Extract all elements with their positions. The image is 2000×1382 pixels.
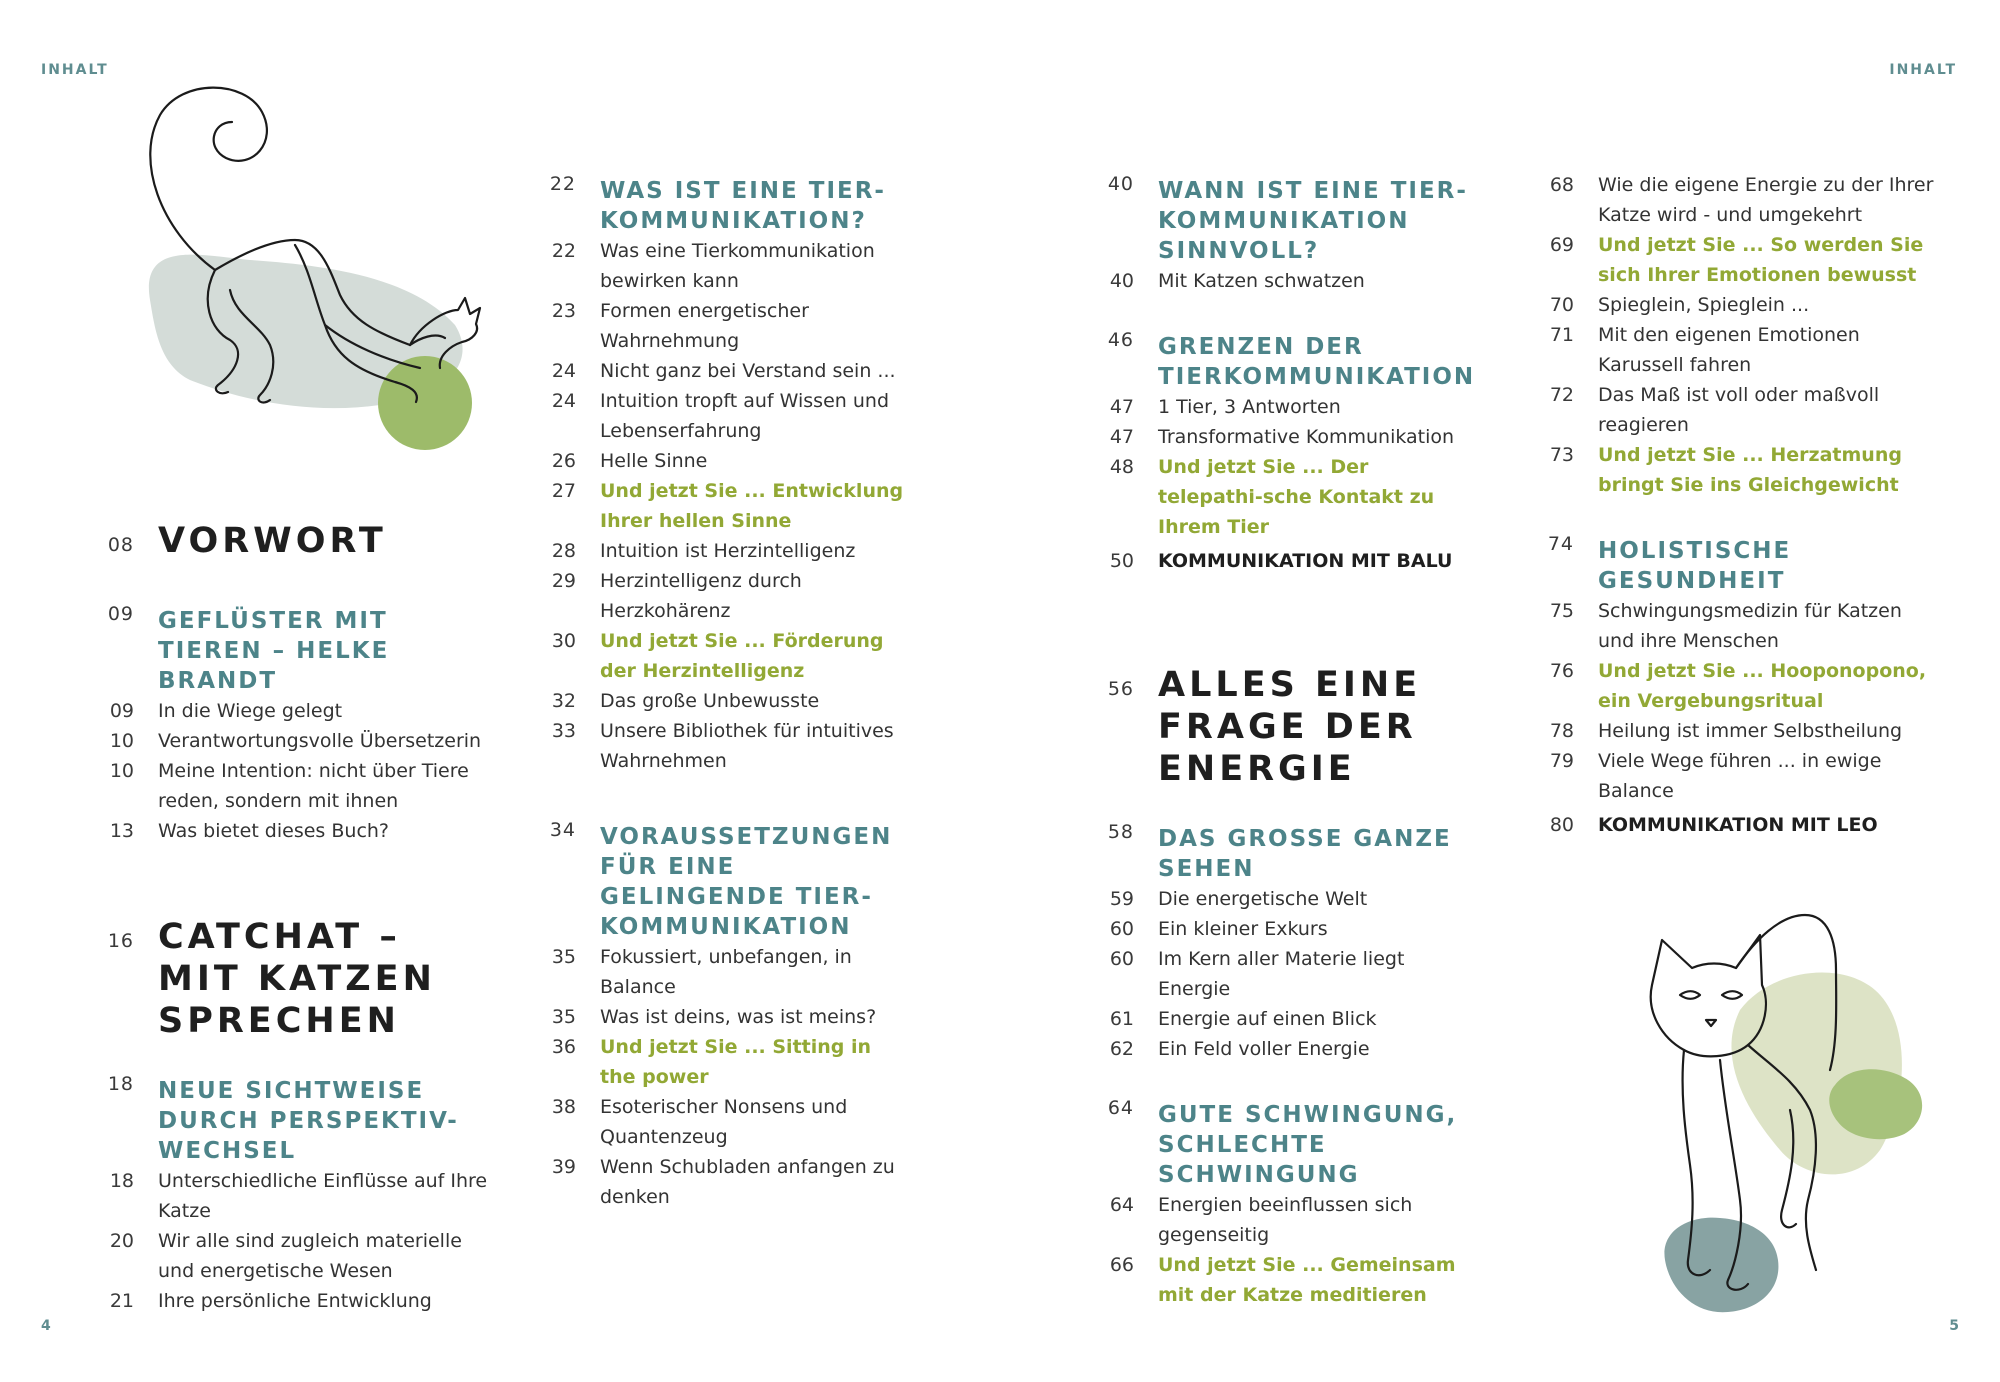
toc-entry-title: Wie die eigene Energie zu der Ihrer Katze wird - und umgekehrt <box>1598 174 1934 226</box>
toc-page-number: 80 <box>1549 814 1574 836</box>
toc-page-number: 62 <box>1109 1038 1134 1060</box>
toc-entry-title: In die Wiege gelegt <box>158 700 343 722</box>
toc-entry-title: Formen energetischer Wahrnehmung <box>600 300 809 352</box>
toc-entry-title: Wir alle sind zugleich materielle und energetische Wesen <box>158 1230 462 1282</box>
toc-section-entry <box>532 1002 912 1032</box>
toc-page-number: 61 <box>1109 1008 1134 1030</box>
toc-entry-title: HOLISTISCHE GESUNDHEIT <box>1598 538 1792 594</box>
toc-entry-title: Im Kern aller Materie liegt Energie <box>1158 948 1405 1000</box>
toc-page-number: 40 <box>1107 173 1134 195</box>
toc-entry-title: GUTE SCHWINGUNG, SCHLECHTE SCHWINGUNG <box>1158 1102 1458 1188</box>
toc-page-number: 39 <box>551 1156 576 1178</box>
toc-entry-title: Nicht ganz bei Verstand sein ... <box>600 360 896 382</box>
toc-section-entry <box>1090 884 1475 914</box>
toc-exercise-entry <box>532 626 912 686</box>
toc-page-number: 75 <box>1549 600 1574 622</box>
toc-section-entry <box>1090 266 1475 296</box>
toc-entry-title: Unsere Bibliothek für intuitives Wahrnehmen <box>600 720 894 772</box>
toc-page-number: 70 <box>1549 294 1574 316</box>
toc-exercise-entry <box>1530 440 1935 500</box>
toc-chapter-heading <box>532 170 912 236</box>
toc-column-2 <box>532 170 912 1212</box>
toc-page-number: 28 <box>551 540 576 562</box>
toc-section-entry <box>532 536 912 566</box>
stretching-cat-illustration <box>120 70 490 460</box>
toc-entry-title: Und jetzt Sie ... Hooponopono, ein Vergebungsritual <box>1598 660 1927 712</box>
toc-entry-title: WAS IST EINE TIER-KOMMUNIKATION? <box>600 178 886 234</box>
toc-entry-title: Mit den eigenen Emotionen Karussell fahren <box>1598 324 1860 376</box>
toc-chapter-heading <box>1090 818 1475 884</box>
toc-entry-title: Und jetzt Sie ... Herzatmung bringt Sie ins Gleichgewicht <box>1598 444 1902 496</box>
toc-page-number: 33 <box>551 720 576 742</box>
page-number-right: 5 <box>1949 1318 1959 1334</box>
toc-exercise-entry <box>1530 230 1935 290</box>
toc-entry-title: Und jetzt Sie ... Gemeinsam mit der Katze meditieren <box>1158 1254 1456 1306</box>
toc-chapter-heading <box>532 816 912 942</box>
toc-page-number: 18 <box>109 1170 134 1192</box>
toc-entry-title: NEUE SICHTWEISE DURCH PERSPEKTIV-WECHSEL <box>158 1078 459 1164</box>
toc-page-number: 10 <box>109 760 134 782</box>
toc-entry-title: Energien beeinflussen sich gegenseitig <box>1158 1194 1413 1246</box>
toc-entry-title: KOMMUNIKATION MIT BALU <box>1158 550 1453 572</box>
toc-entry-title: Und jetzt Sie ... Förderung der Herzintelligenz <box>600 630 884 682</box>
toc-section-entry <box>90 1166 495 1226</box>
toc-page-number: 30 <box>551 630 576 652</box>
toc-section-entry <box>1090 1190 1475 1250</box>
toc-exercise-entry <box>532 1032 912 1092</box>
toc-entry-title: Und jetzt Sie ... Entwicklung Ihrer hellen Sinne <box>600 480 904 532</box>
toc-column-1 <box>90 520 495 1316</box>
toc-page-number: 34 <box>549 819 576 841</box>
toc-page-number: 26 <box>551 450 576 472</box>
toc-entry-title: WANN IST EINE TIER-KOMMUNIKATION SINNVOLL? <box>1158 178 1468 264</box>
toc-entry-title: Intuition ist Herzintelligenz <box>600 540 856 562</box>
toc-page-number: 48 <box>1109 456 1134 478</box>
toc-page-number: 56 <box>1107 678 1134 700</box>
toc-entry-title: Das große Unbewusste <box>600 690 820 712</box>
toc-entry-title: Energie auf einen Blick <box>1158 1008 1377 1030</box>
toc-page-number: 36 <box>551 1036 576 1058</box>
toc-entry-title: Intuition tropft auf Wissen und Lebenserfahrung <box>600 390 889 442</box>
toc-page-number: 78 <box>1549 720 1574 742</box>
toc-page-number: 08 <box>107 534 134 556</box>
page-number-left: 4 <box>41 1318 51 1334</box>
toc-page-number: 23 <box>551 300 576 322</box>
toc-page-number: 64 <box>1107 1097 1134 1119</box>
toc-entry-title: Spieglein, Spieglein ... <box>1598 294 1810 316</box>
toc-page-number: 38 <box>551 1096 576 1118</box>
toc-chapter-heading <box>1090 170 1475 266</box>
toc-entry-title: VORAUSSETZUNGEN FÜR EINE GELINGENDE TIER-KOMMUNIKATION <box>600 824 893 940</box>
toc-section-entry <box>90 1226 495 1286</box>
toc-page-number: 73 <box>1549 444 1574 466</box>
running-head-left: INHALT <box>41 62 109 78</box>
toc-page-number: 76 <box>1549 660 1574 682</box>
toc-page-number: 21 <box>109 1290 134 1312</box>
toc-page-number: 47 <box>1109 396 1134 418</box>
toc-section-entry <box>90 696 495 726</box>
toc-part-heading <box>90 520 495 590</box>
toc-page-number: 59 <box>1109 888 1134 910</box>
toc-section-entry <box>532 446 912 476</box>
toc-page-number: 09 <box>107 603 134 625</box>
toc-section-entry <box>1090 1004 1475 1034</box>
toc-section-entry <box>532 386 912 446</box>
toc-entry-title: Viele Wege führen ... in ewige Balance <box>1598 750 1882 802</box>
toc-section-entry <box>1090 392 1475 422</box>
toc-exercise-entry <box>532 476 912 536</box>
toc-section-entry <box>90 1286 495 1316</box>
toc-entry-title: Heilung ist immer Selbstheilung <box>1598 720 1903 742</box>
toc-page-number: 69 <box>1549 234 1574 256</box>
toc-exercise-entry <box>1090 1250 1475 1310</box>
toc-section-entry <box>90 726 495 756</box>
toc-entry-title: Was eine Tierkommunikation bewirken kann <box>600 240 875 292</box>
toc-section-entry <box>1530 746 1935 806</box>
toc-entry-title: GRENZEN DER TIERKOMMUNIKATION <box>1158 334 1476 390</box>
toc-exercise-entry <box>1090 452 1475 542</box>
toc-page-number: 09 <box>109 700 134 722</box>
toc-case-study-entry <box>1090 542 1475 576</box>
toc-page-number: 32 <box>551 690 576 712</box>
toc-section-entry <box>1530 380 1935 440</box>
toc-page-number: 24 <box>551 360 576 382</box>
toc-entry-title: Und jetzt Sie ... Sitting in the power <box>600 1036 872 1088</box>
toc-case-study-entry <box>1530 806 1935 840</box>
toc-page-number: 71 <box>1549 324 1574 346</box>
toc-column-3 <box>1090 170 1475 1310</box>
toc-section-entry <box>1090 1034 1475 1064</box>
toc-page-number: 46 <box>1107 329 1134 351</box>
toc-entry-title: Schwingungsmedizin für Katzen und ihre Menschen <box>1598 600 1902 652</box>
toc-page-number: 50 <box>1109 550 1134 572</box>
toc-section-entry <box>1090 944 1475 1004</box>
toc-entry-title: Ein Feld voller Energie <box>1158 1038 1370 1060</box>
toc-page-number: 13 <box>109 820 134 842</box>
toc-exercise-entry <box>1530 656 1935 716</box>
toc-section-entry <box>1090 422 1475 452</box>
toc-page-number: 40 <box>1109 270 1134 292</box>
toc-entry-title: ALLES EINE FRAGE DER ENERGIE <box>1158 665 1422 789</box>
toc-entry-title: KOMMUNIKATION MIT LEO <box>1598 814 1878 836</box>
toc-page-number: 22 <box>549 173 576 195</box>
toc-entry-title: Die energetische Welt <box>1158 888 1368 910</box>
toc-page-number: 58 <box>1107 821 1134 843</box>
toc-entry-title: Mit Katzen schwatzen <box>1158 270 1365 292</box>
toc-entry-title: Das Maß ist voll oder maßvoll reagieren <box>1598 384 1880 436</box>
toc-page-number: 10 <box>109 730 134 752</box>
toc-entry-title: Wenn Schubladen anfangen zu denken <box>600 1156 895 1208</box>
toc-entry-title: Was ist deins, was ist meins? <box>600 1006 877 1028</box>
toc-section-entry <box>532 566 912 626</box>
toc-page-number: 60 <box>1109 948 1134 970</box>
toc-page-number: 18 <box>107 1073 134 1095</box>
toc-section-entry <box>532 1092 912 1152</box>
toc-entry-title: Und jetzt Sie ... So werden Sie sich Ihrer Emotionen bewusst <box>1598 234 1924 286</box>
toc-page-number: 16 <box>107 930 134 952</box>
toc-entry-title: Esoterischer Nonsens und Quantenzeug <box>600 1096 848 1148</box>
toc-entry-title: VORWORT <box>158 521 387 561</box>
toc-section-entry <box>1530 170 1935 230</box>
toc-entry-title: Herzintelligenz durch Herzkohärenz <box>600 570 802 622</box>
toc-chapter-heading <box>1530 530 1935 596</box>
toc-section-entry <box>1530 290 1935 320</box>
toc-page-number: 27 <box>551 480 576 502</box>
toc-column-4 <box>1530 170 1935 840</box>
running-head-right: INHALT <box>1889 62 1957 78</box>
toc-section-entry <box>532 942 912 1002</box>
toc-entry-title: CATCHAT – MIT KATZEN SPRECHEN <box>158 917 436 1041</box>
toc-part-heading <box>90 916 495 1070</box>
walking-cat-illustration <box>1640 880 1960 1330</box>
toc-page-number: 47 <box>1109 426 1134 448</box>
toc-entry-title: Ihre persönliche Entwicklung <box>158 1290 432 1312</box>
toc-section-entry <box>1530 320 1935 380</box>
green-ball <box>378 356 472 450</box>
toc-entry-title: Unterschiedliche Einflüsse auf Ihre Katze <box>158 1170 488 1222</box>
teal-blob <box>1664 1218 1778 1313</box>
toc-entry-title: GEFLÜSTER MIT TIEREN – HELKE BRANDT <box>158 608 390 694</box>
toc-section-entry <box>90 816 495 846</box>
toc-section-entry <box>532 686 912 716</box>
toc-entry-title: Und jetzt Sie ... Der telepathi-sche Kontakt zu Ihrem Tier <box>1158 456 1435 538</box>
toc-entry-title: Fokussiert, unbefangen, in Balance <box>600 946 852 998</box>
toc-chapter-heading <box>90 600 495 696</box>
toc-page-number: 35 <box>551 1006 576 1028</box>
toc-page-number: 68 <box>1549 174 1574 196</box>
toc-entry-title: Verantwortungsvolle Übersetzerin <box>158 730 482 752</box>
toc-section-entry <box>532 296 912 356</box>
toc-entry-title: 1 Tier, 3 Antworten <box>1158 396 1341 418</box>
toc-entry-title: Helle Sinne <box>600 450 708 472</box>
toc-page-number: 20 <box>109 1230 134 1252</box>
toc-page-number: 79 <box>1549 750 1574 772</box>
toc-section-entry <box>1090 914 1475 944</box>
toc-section-entry <box>1530 596 1935 656</box>
toc-entry-title: Was bietet dieses Buch? <box>158 820 390 842</box>
toc-entry-title: Ein kleiner Exkurs <box>1158 918 1328 940</box>
toc-entry-title: DAS GROSSE GANZE SEHEN <box>1158 826 1452 882</box>
toc-page-number: 29 <box>551 570 576 592</box>
toc-section-entry <box>532 1152 912 1212</box>
toc-section-entry <box>1530 716 1935 746</box>
toc-section-entry <box>90 756 495 816</box>
toc-section-entry <box>532 356 912 386</box>
toc-entry-title: Transformative Kommunikation <box>1158 426 1455 448</box>
toc-chapter-heading <box>90 1070 495 1166</box>
toc-part-heading <box>1090 664 1475 818</box>
toc-page-number: 35 <box>551 946 576 968</box>
toc-entry-title: Meine Intention: nicht über Tiere reden, sondern mit ihnen <box>158 760 469 812</box>
toc-page-number: 60 <box>1109 918 1134 940</box>
toc-section-entry <box>532 236 912 296</box>
toc-page-number: 64 <box>1109 1194 1134 1216</box>
toc-chapter-heading <box>1090 1094 1475 1190</box>
toc-page-number: 22 <box>551 240 576 262</box>
toc-page-number: 74 <box>1547 533 1574 555</box>
toc-chapter-heading <box>1090 326 1475 392</box>
toc-section-entry <box>532 716 912 776</box>
toc-page-number: 72 <box>1549 384 1574 406</box>
toc-page-number: 24 <box>551 390 576 412</box>
toc-page-number: 66 <box>1109 1254 1134 1276</box>
